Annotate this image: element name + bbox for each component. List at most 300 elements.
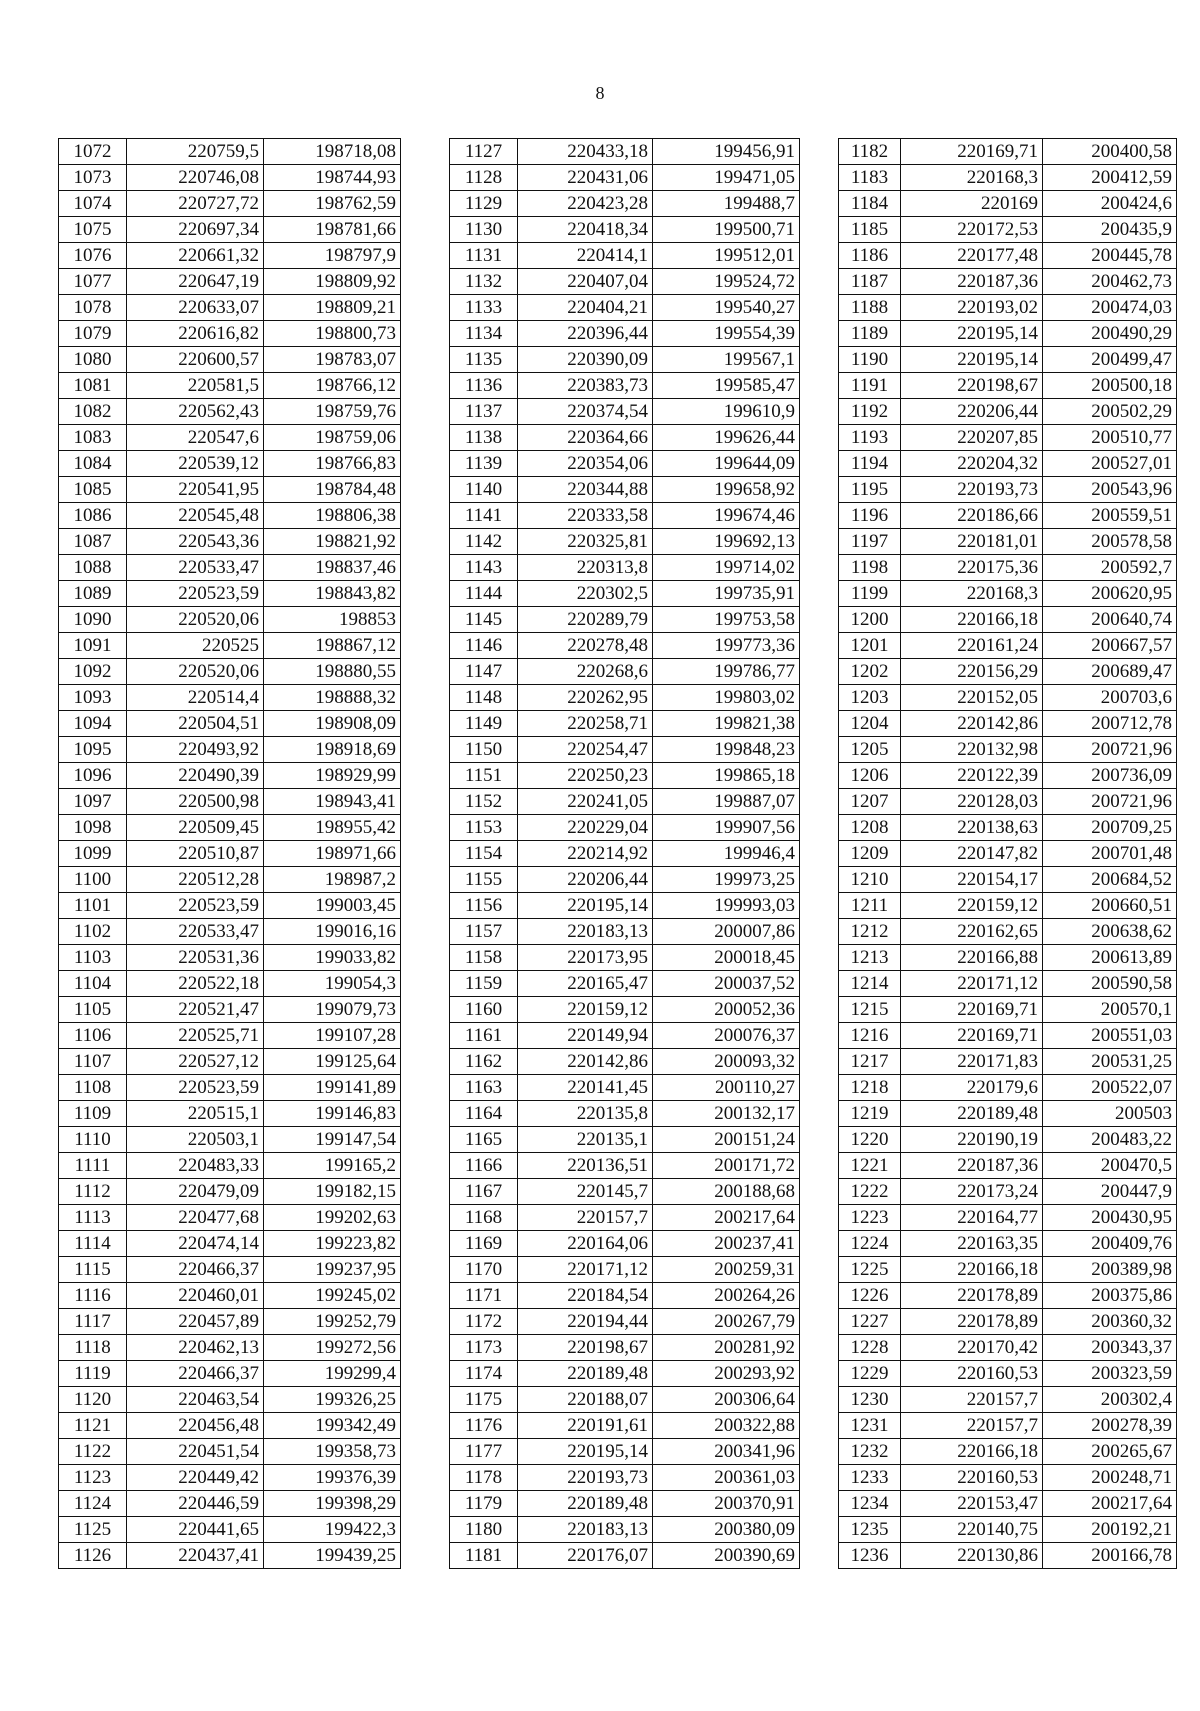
y-coordinate-cell: 199182,15 — [264, 1179, 401, 1205]
table-row — [59, 1049, 401, 1075]
x-coordinate-cell: 220344,88 — [518, 477, 653, 503]
y-coordinate-cell: 199016,16 — [264, 919, 401, 945]
x-coordinate-cell: 220490,39 — [127, 763, 264, 789]
y-coordinate-cell: 199033,82 — [264, 945, 401, 971]
table-row — [839, 451, 1177, 477]
table-row — [839, 1153, 1177, 1179]
y-coordinate-cell: 200237,41 — [653, 1231, 800, 1257]
x-coordinate-cell: 220149,94 — [518, 1023, 653, 1049]
x-coordinate-cell: 220522,18 — [127, 971, 264, 997]
point-number-cell: 1168 — [450, 1205, 518, 1231]
coordinates-table-3 — [838, 138, 1177, 1569]
x-coordinate-cell: 220527,12 — [127, 1049, 264, 1075]
x-coordinate-cell: 220374,54 — [518, 399, 653, 425]
table-row — [839, 1075, 1177, 1101]
point-number-cell: 1110 — [59, 1127, 127, 1153]
table-row — [839, 763, 1177, 789]
x-coordinate-cell: 220446,59 — [127, 1491, 264, 1517]
point-number-cell: 1153 — [450, 815, 518, 841]
point-number-cell: 1115 — [59, 1257, 127, 1283]
point-number-cell: 1186 — [839, 243, 901, 269]
table-row — [59, 633, 401, 659]
y-coordinate-cell: 200264,26 — [653, 1283, 800, 1309]
table-row — [450, 1543, 800, 1569]
point-number-cell: 1199 — [839, 581, 901, 607]
y-coordinate-cell: 198783,07 — [264, 347, 401, 373]
x-coordinate-cell: 220135,1 — [518, 1127, 653, 1153]
point-number-cell: 1223 — [839, 1205, 901, 1231]
point-number-cell: 1161 — [450, 1023, 518, 1049]
y-coordinate-cell: 199658,92 — [653, 477, 800, 503]
x-coordinate-cell: 220533,47 — [127, 919, 264, 945]
x-coordinate-cell: 220206,44 — [901, 399, 1043, 425]
point-number-cell: 1149 — [450, 711, 518, 737]
table-row — [839, 373, 1177, 399]
x-coordinate-cell: 220418,34 — [518, 217, 653, 243]
y-coordinate-cell: 200151,24 — [653, 1127, 800, 1153]
y-coordinate-cell: 200281,92 — [653, 1335, 800, 1361]
x-coordinate-cell: 220289,79 — [518, 607, 653, 633]
table-row — [450, 1075, 800, 1101]
table-row — [450, 529, 800, 555]
table-row — [839, 1127, 1177, 1153]
point-number-cell: 1234 — [839, 1491, 901, 1517]
point-number-cell: 1166 — [450, 1153, 518, 1179]
table-row — [450, 893, 800, 919]
point-number-cell: 1214 — [839, 971, 901, 997]
x-coordinate-cell: 220207,85 — [901, 425, 1043, 451]
table-row — [450, 607, 800, 633]
table-row — [59, 815, 401, 841]
y-coordinate-cell: 199848,23 — [653, 737, 800, 763]
table-row — [59, 477, 401, 503]
x-coordinate-cell: 220159,12 — [901, 893, 1043, 919]
table-row — [450, 659, 800, 685]
table-row — [59, 165, 401, 191]
table-row — [839, 1517, 1177, 1543]
y-coordinate-cell: 200217,64 — [653, 1205, 800, 1231]
table-row — [450, 1205, 800, 1231]
x-coordinate-cell: 220169,71 — [901, 1023, 1043, 1049]
y-coordinate-cell: 200500,18 — [1043, 373, 1177, 399]
point-number-cell: 1185 — [839, 217, 901, 243]
point-number-cell: 1120 — [59, 1387, 127, 1413]
x-coordinate-cell: 220483,33 — [127, 1153, 264, 1179]
table-row — [839, 347, 1177, 373]
y-coordinate-cell: 200638,62 — [1043, 919, 1177, 945]
point-number-cell: 1087 — [59, 529, 127, 555]
table-row — [839, 1023, 1177, 1049]
table-row — [839, 1231, 1177, 1257]
y-coordinate-cell: 199773,36 — [653, 633, 800, 659]
y-coordinate-cell: 200188,68 — [653, 1179, 800, 1205]
y-coordinate-cell: 200447,9 — [1043, 1179, 1177, 1205]
point-number-cell: 1198 — [839, 555, 901, 581]
point-number-cell: 1172 — [450, 1309, 518, 1335]
y-coordinate-cell: 200293,92 — [653, 1361, 800, 1387]
table-row — [839, 737, 1177, 763]
point-number-cell: 1205 — [839, 737, 901, 763]
point-number-cell: 1225 — [839, 1257, 901, 1283]
x-coordinate-cell: 220181,01 — [901, 529, 1043, 555]
y-coordinate-cell: 200490,29 — [1043, 321, 1177, 347]
point-number-cell: 1190 — [839, 347, 901, 373]
x-coordinate-cell: 220173,95 — [518, 945, 653, 971]
x-coordinate-cell: 220250,23 — [518, 763, 653, 789]
y-coordinate-cell: 200430,95 — [1043, 1205, 1177, 1231]
x-coordinate-cell: 220156,29 — [901, 659, 1043, 685]
y-coordinate-cell: 198766,83 — [264, 451, 401, 477]
table-row — [450, 399, 800, 425]
x-coordinate-cell: 220547,6 — [127, 425, 264, 451]
x-coordinate-cell: 220176,07 — [518, 1543, 653, 1569]
point-number-cell: 1182 — [839, 139, 901, 165]
x-coordinate-cell: 220122,39 — [901, 763, 1043, 789]
x-coordinate-cell: 220168,3 — [901, 581, 1043, 607]
x-coordinate-cell: 220521,47 — [127, 997, 264, 1023]
point-number-cell: 1135 — [450, 347, 518, 373]
point-number-cell: 1072 — [59, 139, 127, 165]
x-coordinate-cell: 220600,57 — [127, 347, 264, 373]
x-coordinate-cell: 220493,92 — [127, 737, 264, 763]
y-coordinate-cell: 200474,03 — [1043, 295, 1177, 321]
point-number-cell: 1221 — [839, 1153, 901, 1179]
table-row — [839, 607, 1177, 633]
point-number-cell: 1133 — [450, 295, 518, 321]
x-coordinate-cell: 220172,53 — [901, 217, 1043, 243]
table-row — [59, 1075, 401, 1101]
table-row — [839, 633, 1177, 659]
x-coordinate-cell: 220190,19 — [901, 1127, 1043, 1153]
table-row — [839, 711, 1177, 737]
point-number-cell: 1156 — [450, 893, 518, 919]
table-row — [450, 581, 800, 607]
table-row — [839, 1465, 1177, 1491]
x-coordinate-cell: 220140,75 — [901, 1517, 1043, 1543]
y-coordinate-cell: 199147,54 — [264, 1127, 401, 1153]
x-coordinate-cell: 220157,7 — [518, 1205, 653, 1231]
y-coordinate-cell: 200380,09 — [653, 1517, 800, 1543]
y-coordinate-cell: 199512,01 — [653, 243, 800, 269]
x-coordinate-cell: 220166,18 — [901, 1439, 1043, 1465]
point-number-cell: 1085 — [59, 477, 127, 503]
x-coordinate-cell: 220166,88 — [901, 945, 1043, 971]
x-coordinate-cell: 220500,98 — [127, 789, 264, 815]
x-coordinate-cell: 220533,47 — [127, 555, 264, 581]
table-row — [450, 1049, 800, 1075]
y-coordinate-cell: 200341,96 — [653, 1439, 800, 1465]
point-number-cell: 1210 — [839, 867, 901, 893]
x-coordinate-cell: 220189,48 — [518, 1491, 653, 1517]
table-row — [839, 1309, 1177, 1335]
point-number-cell: 1079 — [59, 321, 127, 347]
x-coordinate-cell: 220545,48 — [127, 503, 264, 529]
point-number-cell: 1128 — [450, 165, 518, 191]
x-coordinate-cell: 220258,71 — [518, 711, 653, 737]
point-number-cell: 1094 — [59, 711, 127, 737]
y-coordinate-cell: 200592,7 — [1043, 555, 1177, 581]
point-number-cell: 1089 — [59, 581, 127, 607]
table-row — [59, 659, 401, 685]
point-number-cell: 1188 — [839, 295, 901, 321]
y-coordinate-cell: 200689,47 — [1043, 659, 1177, 685]
y-coordinate-cell: 199524,72 — [653, 269, 800, 295]
x-coordinate-cell: 220164,77 — [901, 1205, 1043, 1231]
y-coordinate-cell: 200483,22 — [1043, 1127, 1177, 1153]
point-number-cell: 1193 — [839, 425, 901, 451]
x-coordinate-cell: 220178,89 — [901, 1309, 1043, 1335]
y-coordinate-cell: 200527,01 — [1043, 451, 1177, 477]
table-row — [59, 919, 401, 945]
x-coordinate-cell: 220514,4 — [127, 685, 264, 711]
x-coordinate-cell: 220183,13 — [518, 1517, 653, 1543]
table-row — [839, 1361, 1177, 1387]
y-coordinate-cell: 200531,25 — [1043, 1049, 1177, 1075]
x-coordinate-cell: 220268,6 — [518, 659, 653, 685]
table-row — [59, 1283, 401, 1309]
table-row — [59, 295, 401, 321]
y-coordinate-cell: 200640,74 — [1043, 607, 1177, 633]
table-row — [59, 1257, 401, 1283]
point-number-cell: 1075 — [59, 217, 127, 243]
point-number-cell: 1105 — [59, 997, 127, 1023]
point-number-cell: 1203 — [839, 685, 901, 711]
y-coordinate-cell: 199626,44 — [653, 425, 800, 451]
table-row — [59, 971, 401, 997]
x-coordinate-cell: 220195,14 — [518, 893, 653, 919]
table-row — [450, 1023, 800, 1049]
x-coordinate-cell: 220396,44 — [518, 321, 653, 347]
table-row — [839, 971, 1177, 997]
table-row — [450, 737, 800, 763]
x-coordinate-cell: 220460,01 — [127, 1283, 264, 1309]
table-row — [839, 1413, 1177, 1439]
y-coordinate-cell: 199272,56 — [264, 1335, 401, 1361]
y-coordinate-cell: 200445,78 — [1043, 243, 1177, 269]
table-row — [450, 243, 800, 269]
point-number-cell: 1093 — [59, 685, 127, 711]
y-coordinate-cell: 198759,06 — [264, 425, 401, 451]
y-coordinate-cell: 198918,69 — [264, 737, 401, 763]
y-coordinate-cell: 200435,9 — [1043, 217, 1177, 243]
point-number-cell: 1165 — [450, 1127, 518, 1153]
y-coordinate-cell: 199973,25 — [653, 867, 800, 893]
x-coordinate-cell: 220187,36 — [901, 1153, 1043, 1179]
point-number-cell: 1097 — [59, 789, 127, 815]
table-row — [59, 425, 401, 451]
x-coordinate-cell: 220456,48 — [127, 1413, 264, 1439]
point-number-cell: 1194 — [839, 451, 901, 477]
table-row — [839, 685, 1177, 711]
y-coordinate-cell: 198867,12 — [264, 633, 401, 659]
y-coordinate-cell: 200018,45 — [653, 945, 800, 971]
x-coordinate-cell: 220523,59 — [127, 893, 264, 919]
y-coordinate-cell: 199554,39 — [653, 321, 800, 347]
y-coordinate-cell: 198744,93 — [264, 165, 401, 191]
table-row — [839, 867, 1177, 893]
point-number-cell: 1078 — [59, 295, 127, 321]
point-number-cell: 1108 — [59, 1075, 127, 1101]
x-coordinate-cell: 220163,35 — [901, 1231, 1043, 1257]
y-coordinate-cell: 200166,78 — [1043, 1543, 1177, 1569]
table-row — [839, 191, 1177, 217]
x-coordinate-cell: 220407,04 — [518, 269, 653, 295]
x-coordinate-cell: 220313,8 — [518, 555, 653, 581]
table-row — [59, 763, 401, 789]
x-coordinate-cell: 220515,1 — [127, 1101, 264, 1127]
y-coordinate-cell: 199358,73 — [264, 1439, 401, 1465]
table-row — [59, 945, 401, 971]
point-number-cell: 1076 — [59, 243, 127, 269]
y-coordinate-cell: 200400,58 — [1043, 139, 1177, 165]
x-coordinate-cell: 220214,92 — [518, 841, 653, 867]
point-number-cell: 1163 — [450, 1075, 518, 1101]
x-coordinate-cell: 220433,18 — [518, 139, 653, 165]
table-row — [839, 1179, 1177, 1205]
y-coordinate-cell: 200551,03 — [1043, 1023, 1177, 1049]
x-coordinate-cell: 220364,66 — [518, 425, 653, 451]
table-row — [450, 1439, 800, 1465]
table-row — [450, 841, 800, 867]
point-number-cell: 1082 — [59, 399, 127, 425]
y-coordinate-cell: 200370,91 — [653, 1491, 800, 1517]
x-coordinate-cell: 220157,7 — [901, 1387, 1043, 1413]
table-row — [450, 945, 800, 971]
table-row — [59, 1023, 401, 1049]
y-coordinate-cell: 199223,82 — [264, 1231, 401, 1257]
table-row — [450, 1283, 800, 1309]
y-coordinate-cell: 198971,66 — [264, 841, 401, 867]
table-row — [59, 347, 401, 373]
y-coordinate-cell: 200248,71 — [1043, 1465, 1177, 1491]
table-row — [839, 503, 1177, 529]
table-row — [450, 1491, 800, 1517]
x-coordinate-cell: 220727,72 — [127, 191, 264, 217]
y-coordinate-cell: 199299,4 — [264, 1361, 401, 1387]
point-number-cell: 1206 — [839, 763, 901, 789]
point-number-cell: 1132 — [450, 269, 518, 295]
point-number-cell: 1211 — [839, 893, 901, 919]
point-number-cell: 1220 — [839, 1127, 901, 1153]
y-coordinate-cell: 200543,96 — [1043, 477, 1177, 503]
point-number-cell: 1122 — [59, 1439, 127, 1465]
table-row — [839, 581, 1177, 607]
table-row — [450, 1127, 800, 1153]
table-row — [839, 1101, 1177, 1127]
x-coordinate-cell: 220520,06 — [127, 607, 264, 633]
table-row — [839, 1205, 1177, 1231]
table-row — [59, 555, 401, 581]
point-number-cell: 1109 — [59, 1101, 127, 1127]
point-number-cell: 1130 — [450, 217, 518, 243]
table-row — [450, 165, 800, 191]
point-number-cell: 1140 — [450, 477, 518, 503]
table-row — [839, 139, 1177, 165]
x-coordinate-cell: 220390,09 — [518, 347, 653, 373]
y-coordinate-cell: 199803,02 — [653, 685, 800, 711]
table-row — [59, 711, 401, 737]
table-row — [839, 555, 1177, 581]
y-coordinate-cell: 198843,82 — [264, 581, 401, 607]
point-number-cell: 1117 — [59, 1309, 127, 1335]
x-coordinate-cell: 220462,13 — [127, 1335, 264, 1361]
table-row — [59, 503, 401, 529]
x-coordinate-cell: 220166,18 — [901, 1257, 1043, 1283]
table-row — [839, 919, 1177, 945]
point-number-cell: 1150 — [450, 737, 518, 763]
y-coordinate-cell: 199342,49 — [264, 1413, 401, 1439]
point-number-cell: 1195 — [839, 477, 901, 503]
point-number-cell: 1235 — [839, 1517, 901, 1543]
y-coordinate-cell: 199245,02 — [264, 1283, 401, 1309]
table-row — [59, 1413, 401, 1439]
x-coordinate-cell: 220195,14 — [901, 347, 1043, 373]
y-coordinate-cell: 200424,6 — [1043, 191, 1177, 217]
point-number-cell: 1187 — [839, 269, 901, 295]
x-coordinate-cell: 220189,48 — [901, 1101, 1043, 1127]
y-coordinate-cell: 199585,47 — [653, 373, 800, 399]
x-coordinate-cell: 220206,44 — [518, 867, 653, 893]
y-coordinate-cell: 199252,79 — [264, 1309, 401, 1335]
y-coordinate-cell: 200110,27 — [653, 1075, 800, 1101]
x-coordinate-cell: 220152,05 — [901, 685, 1043, 711]
point-number-cell: 1099 — [59, 841, 127, 867]
table-row — [839, 165, 1177, 191]
table-row — [450, 373, 800, 399]
table-row — [59, 1439, 401, 1465]
x-coordinate-cell: 220169,71 — [901, 997, 1043, 1023]
table-row — [839, 1257, 1177, 1283]
y-coordinate-cell: 199907,56 — [653, 815, 800, 841]
y-coordinate-cell: 200076,37 — [653, 1023, 800, 1049]
point-number-cell: 1081 — [59, 373, 127, 399]
y-coordinate-cell: 199488,7 — [653, 191, 800, 217]
point-number-cell: 1158 — [450, 945, 518, 971]
y-coordinate-cell: 200712,78 — [1043, 711, 1177, 737]
point-number-cell: 1230 — [839, 1387, 901, 1413]
point-number-cell: 1113 — [59, 1205, 127, 1231]
y-coordinate-cell: 198888,32 — [264, 685, 401, 711]
coordinates-table-2 — [449, 138, 800, 1569]
point-number-cell: 1183 — [839, 165, 901, 191]
table-row — [839, 997, 1177, 1023]
y-coordinate-cell: 199471,05 — [653, 165, 800, 191]
point-number-cell: 1080 — [59, 347, 127, 373]
point-number-cell: 1208 — [839, 815, 901, 841]
x-coordinate-cell: 220543,36 — [127, 529, 264, 555]
x-coordinate-cell: 220383,73 — [518, 373, 653, 399]
point-number-cell: 1157 — [450, 919, 518, 945]
x-coordinate-cell: 220161,24 — [901, 633, 1043, 659]
table-row — [59, 1491, 401, 1517]
y-coordinate-cell: 199125,64 — [264, 1049, 401, 1075]
point-number-cell: 1114 — [59, 1231, 127, 1257]
y-coordinate-cell: 198784,48 — [264, 477, 401, 503]
y-coordinate-cell: 199993,03 — [653, 893, 800, 919]
y-coordinate-cell: 199865,18 — [653, 763, 800, 789]
table-row — [839, 425, 1177, 451]
table-row — [59, 243, 401, 269]
y-coordinate-cell: 200510,77 — [1043, 425, 1177, 451]
x-coordinate-cell: 220463,54 — [127, 1387, 264, 1413]
table-row — [450, 477, 800, 503]
x-coordinate-cell: 220154,17 — [901, 867, 1043, 893]
point-number-cell: 1151 — [450, 763, 518, 789]
x-coordinate-cell: 220141,45 — [518, 1075, 653, 1101]
x-coordinate-cell: 220177,48 — [901, 243, 1043, 269]
y-coordinate-cell: 200667,57 — [1043, 633, 1177, 659]
y-coordinate-cell: 199714,02 — [653, 555, 800, 581]
